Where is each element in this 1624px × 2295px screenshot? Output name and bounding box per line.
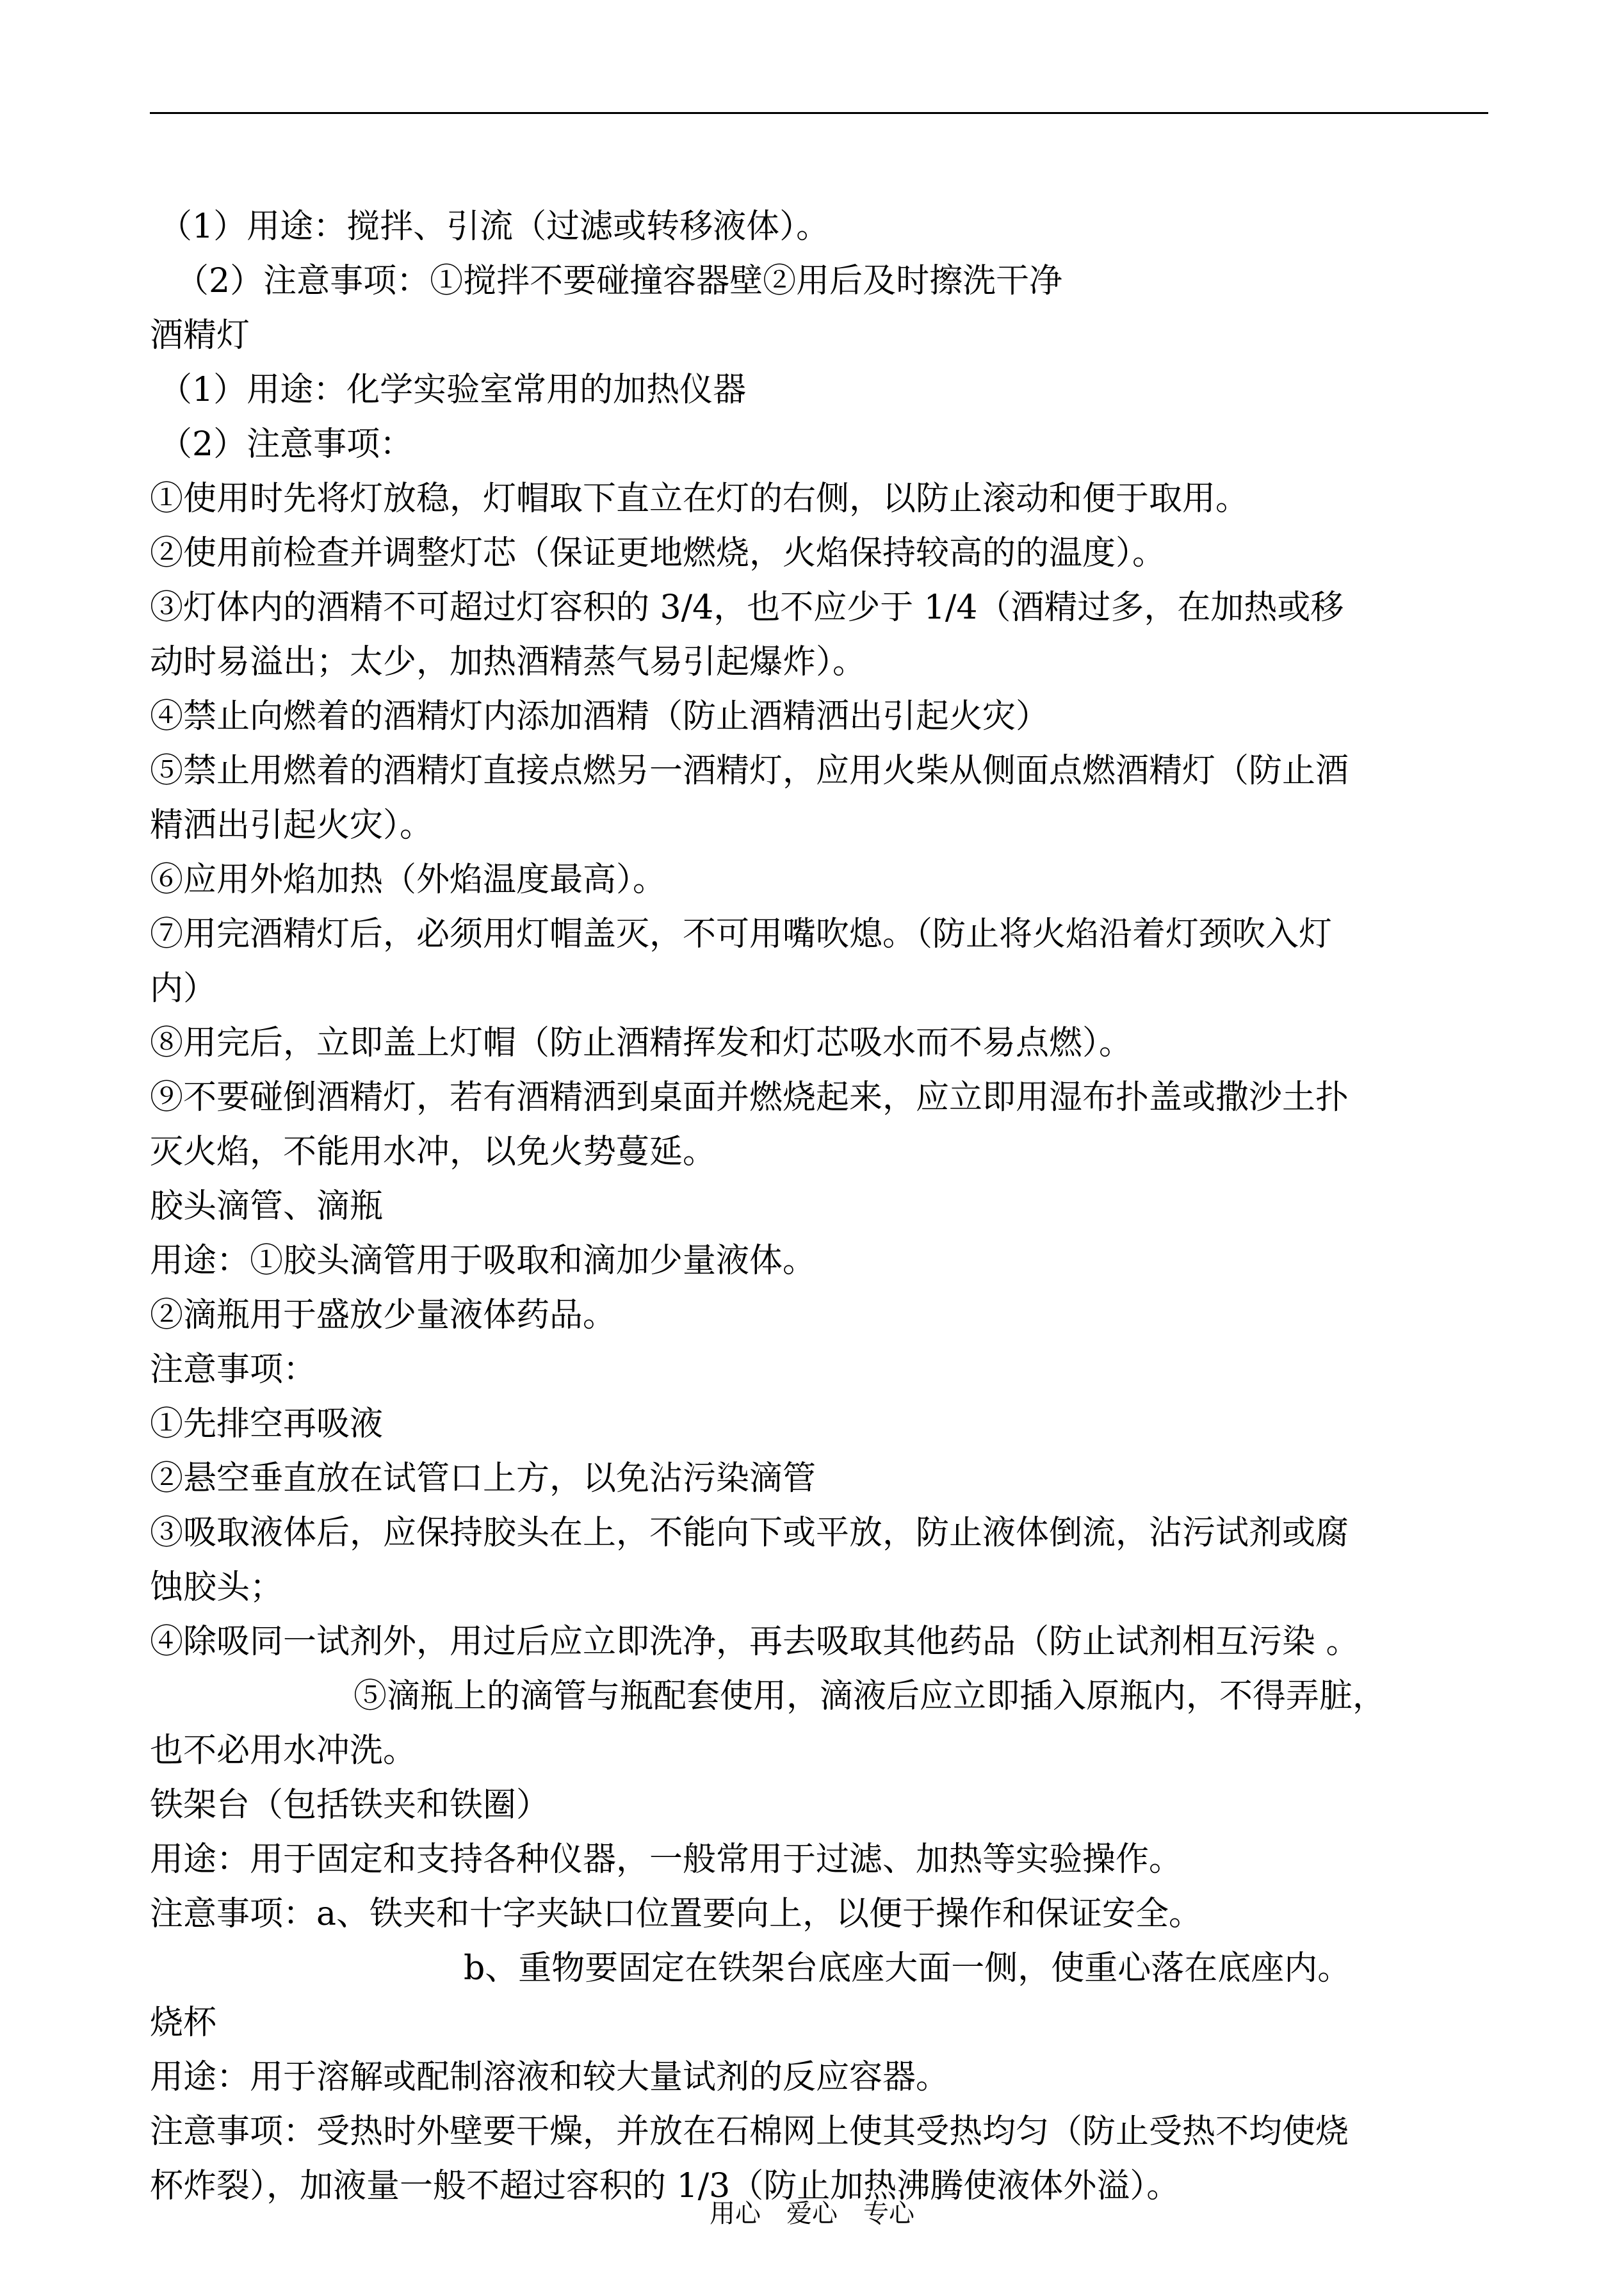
section-heading: 胶头滴管、滴瓶 [150,1187,384,1226]
page-footer: 用心 爱心 专心 [710,2199,914,2228]
text-line: ⑤滴瓶上的滴管与瓶配套使用，滴液后应立即插入原瓶内，不得弄脏， [353,1677,1386,1715]
text-line: ⑤禁止用燃着的酒精灯直接点燃另一酒精灯，应用火柴从侧面点燃酒精灯（防止酒 [150,752,1349,790]
text-line: ④除吸同一试剂外，用过后应立即洗净，再去吸取其他药品（防止试剂相互污染 。 [150,1623,1360,1661]
text-line: （2）注意事项：①搅拌不要碰撞容器壁②用后及时擦洗干净 [175,262,1063,300]
text-line: 用途：①胶头滴管用于吸取和滴加少量液体。 [150,1242,816,1280]
text-line: ⑨不要碰倒酒精灯，若有酒精洒到桌面并燃烧起来，应立即用湿布扑盖或撒沙土扑 [150,1078,1349,1117]
text-line: ⑧用完后，立即盖上灯帽（防止酒精挥发和灯芯吸水而不易点燃）。 [150,1024,1133,1062]
text-line: ①使用时先将灯放稳，灯帽取下直立在灯的右侧，以防止滚动和便于取用。 [150,480,1249,518]
text-line: （1）用途：搅拌、引流（过滤或转移液体）。 [159,207,830,246]
text-line: 杯炸裂），加液量一般不超过容积的 1/3（防止加热沸腾使液体外溢）。 [150,2167,1180,2205]
text-line: 内） [150,969,217,1008]
text-line: ③灯体内的酒精不可超过灯容积的 3/4，也不应少于 1/4（酒精过多，在加热或移 [150,588,1344,627]
section-heading: 酒精灯 [150,316,250,355]
text-line: 注意事项： [150,1350,317,1389]
text-line: ⑥应用外焰加热（外焰温度最高）。 [150,861,667,899]
text-line: 注意事项：a、铁夹和十字夹缺口位置要向上，以便于操作和保证安全。 [150,1895,1203,1933]
text-line: 也不必用水冲洗。 [150,1731,417,1770]
section-heading: 铁架台（包括铁夹和铁圈） [150,1786,550,1824]
text-line: ②使用前检查并调整灯芯（保证更地燃烧，火焰保持较高的的温度）。 [150,534,1166,572]
text-line: ④禁止向燃着的酒精灯内添加酒精（防止酒精洒出引起火灾） [150,697,1050,736]
text-line: （2）注意事项： [159,425,414,464]
header-rule [150,112,1488,114]
section-heading: 烧杯 [150,2004,217,2042]
text-line: 注意事项：受热时外壁要干燥，并放在石棉网上使其受热均匀（防止受热不均使烧 [150,2113,1349,2151]
text-line: 用途：用于溶解或配制溶液和较大量试剂的反应容器。 [150,2058,950,2096]
document-body [150,200,1495,2214]
text-line: ②悬空垂直放在试管口上方，以免沾污染滴管 [150,1459,816,1498]
text-line: ②滴瓶用于盛放少量液体药品。 [150,1296,617,1334]
text-line: 精洒出引起火灾）。 [150,806,434,845]
text-line: 用途：用于固定和支持各种仪器，一般常用于过滤、加热等实验操作。 [150,1840,1183,1879]
text-line: 动时易溢出；太少，加热酒精蒸气易引起爆炸）。 [150,643,866,681]
text-line: （1）用途：化学实验室常用的加热仪器 [159,371,747,409]
text-line: b、重物要固定在铁架台底座大面一侧，使重心落在底座内。 [464,1949,1351,1988]
text-line: ⑦用完酒精灯后，必须用灯帽盖灭，不可用嘴吹熄。（防止将火焰沿着灯颈吹入灯 [150,915,1333,953]
text-line: 蚀胶头； [150,1568,284,1607]
text-line: 灭火焰，不能用水冲，以免火势蔓延。 [150,1133,717,1171]
text-line: ①先排空再吸液 [150,1405,384,1443]
text-line: ③吸取液体后，应保持胶头在上，不能向下或平放，防止液体倒流，沾污试剂或腐 [150,1514,1349,1552]
